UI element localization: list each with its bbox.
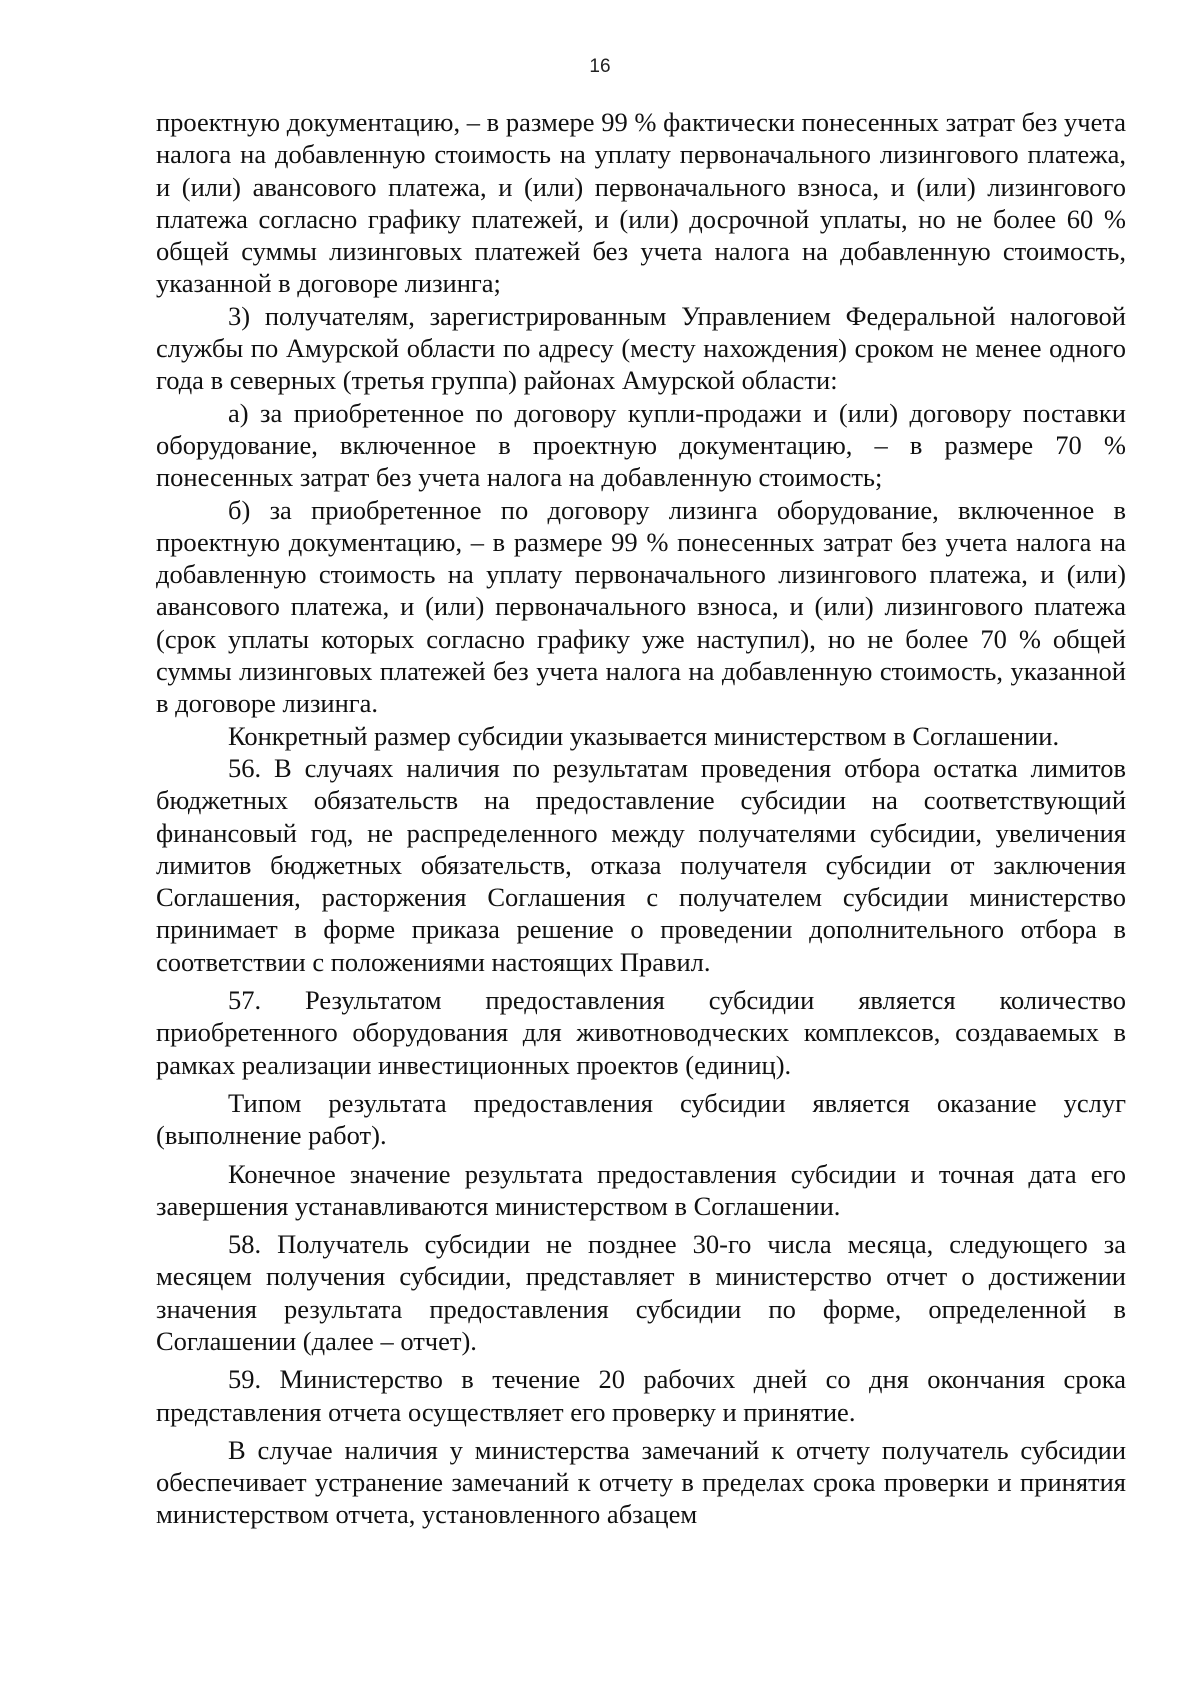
paragraph-item-3: 3) получателям, зарегистрированным Управлением Федеральной налоговой службы по Амурской области по адресу (месту нахождения) сроком не менее одного года в северных (третья группа) районах Амурской области: xyxy=(156,300,1126,396)
paragraph-item-b: б) за приобретенное по договору лизинга оборудование, включенное в проектную документацию, – в размере 99 % понесенных затрат без учета налога на добавленную стоимость на уплату первоначального лизингового платежа, и (или) авансового платежа, и (или) первоначального взноса, и (или) лизингового платежа (срок уплаты которых согласно графику уже наступил), но не более 70 % общей суммы лизинговых платежей без учета налога на добавленную стоимость, указанной в договоре лизинга. xyxy=(156,494,1126,719)
paragraph-56: 56. В случаях наличия по результатам проведения отбора остатка лимитов бюджетных обязательств на предоставление субсидии на соответствующий финансовый год, не распределенного между получателями субсидии, увеличения лимитов бюджетных обязательств, отказа получателя субсидии от заключения Соглашения, расторжения Соглашения с получателем субсидии министерство принимает в форме приказа решение о проведении дополнительного отбора в соответствии с положениями настоящих Правил. xyxy=(156,752,1126,977)
paragraph-57: 57. Результатом предоставления субсидии является количество приобретенного оборудования для животноводческих комплексов, создаваемых в рамках реализации инвестиционных проектов (единиц). xyxy=(156,985,1126,1080)
paragraph-59: 59. Министерство в течение 20 рабочих дней со дня окончания срока представления отчета осуществляет его проверку и принятие. xyxy=(156,1364,1126,1427)
paragraph-continuation: проектную документацию, – в размере 99 % фактически понесенных затрат без учета налога на добавленную стоимость на уплату первоначального лизингового платежа, и (или) авансового платежа, и (или) первоначального взноса, и (или) лизингового платежа согласно графику платежей, и (или) досрочной уплаты, но не более 60 % общей суммы лизинговых платежей без учета налога на добавленную стоимость, указанной в договоре лизинга; xyxy=(156,107,1126,299)
paragraph-item-a: а) за приобретенное по договору купли-продажи и (или) договору поставки оборудование, включенное в проектную документацию, – в размере 70 % понесенных затрат без учета налога на добавленную стоимость; xyxy=(156,397,1126,493)
paragraph-subsidy-size: Конкретный размер субсидии указывается министерством в Соглашении. xyxy=(228,720,1060,751)
paragraph-58: 58. Получатель субсидии не позднее 30-го числа месяца, следующего за месяцем получения субсидии, представляет в министерство отчет о достижении значения результата предоставления субсидии по форме, определенной в Соглашении (далее – отчет). xyxy=(156,1229,1126,1356)
document-body xyxy=(156,106,1126,1531)
paragraph-result-type: Типом результата предоставления субсидии является оказание услуг (выполнение работ). xyxy=(156,1087,1126,1151)
paragraph-final-value: Конечное значение результата предоставления субсидии и точная дата его завершения устанавливаются министерством в Соглашении. xyxy=(156,1158,1126,1221)
page-number: 16 xyxy=(589,56,611,77)
paragraph-remarks: В случае наличия у министерства замечаний к отчету получатель субсидии обеспечивает устранение замечаний к отчету в пределах срока проверки и принятия министерством отчета, установленного абзацем xyxy=(156,1434,1126,1530)
